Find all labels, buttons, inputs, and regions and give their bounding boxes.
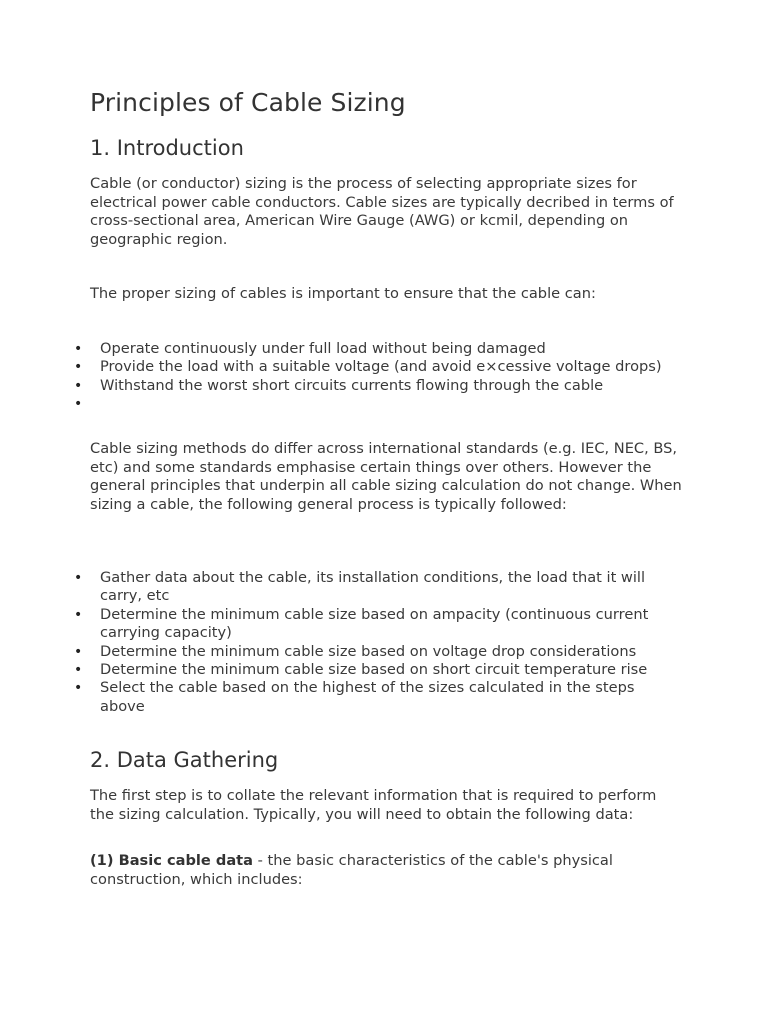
sizing-methods-paragraph: Cable sizing methods do differ across international standards (e.g. IEC, NEC, BS, etc) and some standards emphasise certain things over others. However the general principles that underpin all cable sizing calculation do not change. When sizing a cable, the following general process is typically followed: (90, 440, 682, 513)
bullet-icon: • (74, 396, 83, 413)
bullet-icon: • (74, 359, 83, 376)
bullet-icon: • (74, 662, 83, 679)
proper-sizing-paragraph: The proper sizing of cables is important to ensure that the cable can: (90, 285, 596, 302)
section-heading-introduction: 1. Introduction (90, 136, 244, 160)
list-item (0, 679, 682, 716)
list-item (0, 643, 682, 661)
list-item (0, 395, 682, 413)
requirements-list (0, 340, 682, 414)
list-item (0, 661, 682, 679)
list-item (0, 377, 682, 395)
introduction-paragraph: Cable (or conductor) sizing is the process of selecting appropriate sizes for electrical power cable conductors. Cable sizes are typically decribed in terms of cross-sectional area, American Wire Gauge (AWG) or kcmil, depending on geographic region. (90, 175, 674, 248)
process-steps-list (0, 569, 682, 716)
list-item-text: Provide the load with a suitable voltage (and avoid e×cessive voltage drops) (100, 358, 662, 376)
list-item (0, 340, 682, 358)
list-item (0, 606, 682, 643)
basic-cable-data-text: - the basic characteristics of the cable's physical construction, which includes: (90, 852, 613, 888)
list-item (0, 569, 682, 606)
list-item-text: Withstand the worst short circuits currents flowing through the cable (100, 376, 604, 394)
bullet-icon: • (74, 606, 83, 623)
list-item-text: Determine the minimum cable size based on short circuit temperature rise (100, 661, 648, 679)
list-item-text: Determine the minimum cable size based on voltage drop considerations (100, 642, 637, 660)
list-item-text: Select the cable based on the highest of the sizes calculated in the steps above (100, 679, 635, 715)
bullet-icon: • (74, 377, 83, 394)
basic-cable-data-label: (1) Basic cable data (90, 852, 254, 869)
bullet-icon: • (74, 680, 83, 697)
bullet-icon: • (74, 570, 83, 586)
list-item-text: Operate continuously under full load without being damaged (100, 340, 546, 357)
bullet-icon: • (74, 341, 83, 357)
list-item (0, 358, 682, 376)
list-item-text (100, 395, 682, 413)
section-heading-data-gathering: 2. Data Gathering (90, 748, 279, 772)
data-gathering-paragraph: The first step is to collate the relevant information that is required to perform the sizing calculation. Typically, you will need to obtain the following data: (90, 787, 657, 823)
bullet-icon: • (74, 643, 83, 660)
list-item-text: Gather data about the cable, its installation conditions, the load that it will carry, etc (100, 569, 646, 605)
list-item-text: Determine the minimum cable size based on ampacity (continuous current carrying capacity) (100, 605, 649, 642)
basic-cable-data-paragraph (90, 852, 682, 889)
document-title: Principles of Cable Sizing (90, 88, 406, 117)
